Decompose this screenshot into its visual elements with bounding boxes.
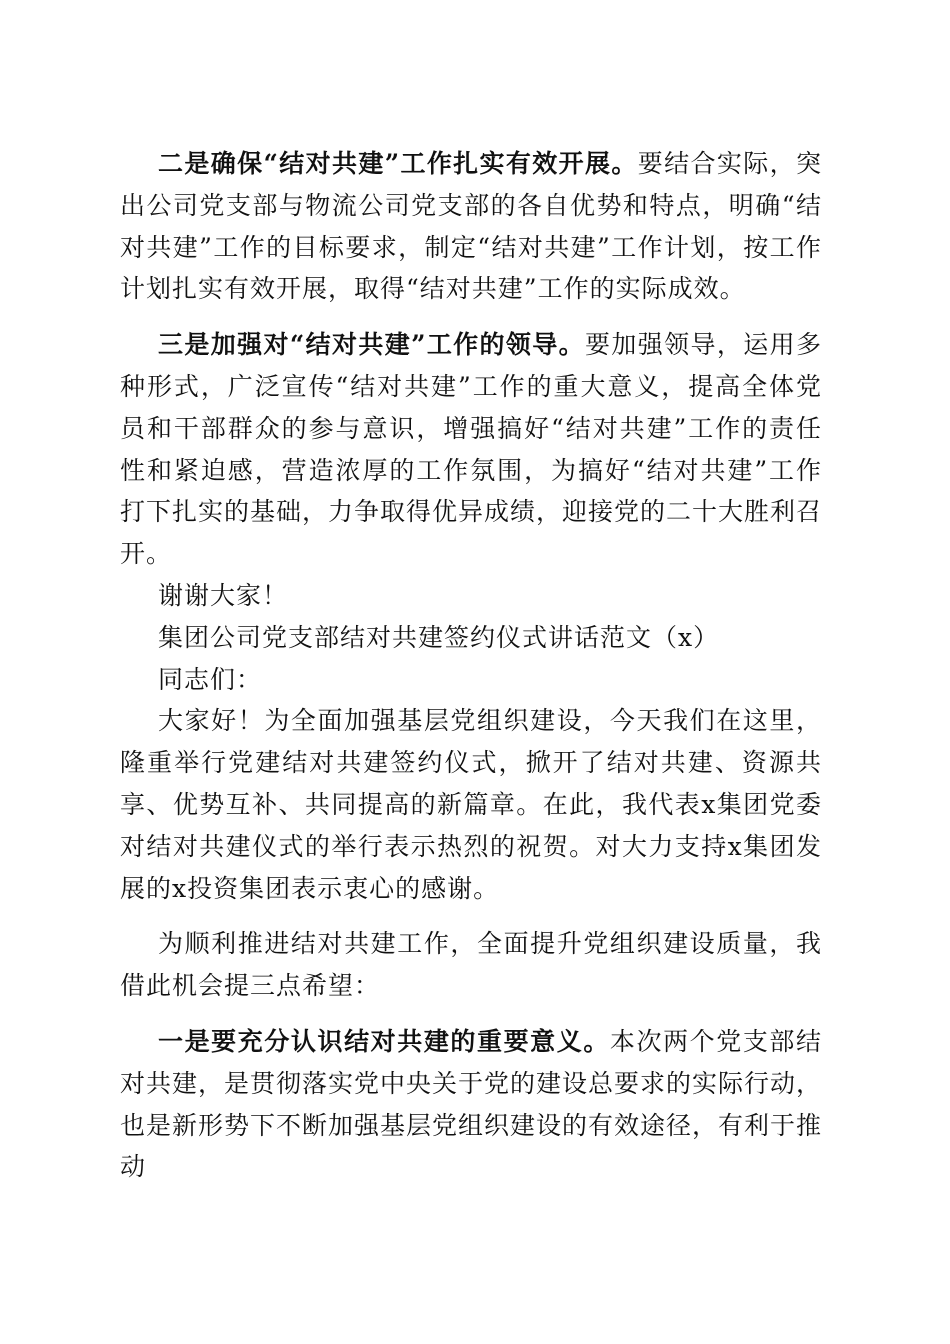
paragraph-body: 要结合实际，突出公司党支部与物流公司党支部的各自优势和特点，明确“结对共建”工作的目标要求，制定“结对共建”工作计划，按工作计划扎实有效开展，取得“结对共建”工作的实际成效。 [120, 149, 822, 304]
paragraph-lead: 三是加强对“结对共建”工作的领导。 [158, 330, 586, 360]
paragraph-body: 为顺利推进结对共建工作，全面提升党组织建设质量，我借此机会提三点希望： [120, 929, 822, 1001]
salutation [120, 659, 822, 701]
paragraph-thanks [120, 575, 822, 617]
paragraph-body: 本次两个党支部结对共建，是贯彻落实党中央关于党的建设总要求的实际行动，也是新形势下不断加强基层党组织建设的有效途径，有利于推动 [120, 1026, 823, 1182]
paragraph-lead: 二是确保“结对共建”工作扎实有效开展。 [158, 149, 638, 178]
section-title-text: 集团公司党支部结对共建签约仪式讲话范文（x） [158, 622, 720, 652]
paragraph-body: 谢谢大家！ [158, 580, 289, 610]
paragraph-greeting [120, 700, 822, 909]
paragraph-body: 要加强领导，运用多种形式，广泛宣传“结对共建”工作的重大意义，提高全体党员和干部群众的参与意识，增强搞好“结对共建”工作的责任性和紧迫感，营造浓厚的工作氛围，为搞好“结对共建”工作打下扎实的基础，力争取得优异成绩，迎接党的二十大胜利召开。 [120, 330, 823, 569]
paragraph-body: 大家好！为全面加强基层党组织建设，今天我们在这里，隆重举行党建结对共建签约仪式，掀开了结对共建、资源共享、优势互补、共同提高的新篇章。在此，我代表x集团党委对结对共建仪式的举行表示热烈的祝贺。对大力支持x集团发展的x投资集团表示衷心的感谢。 [120, 706, 822, 903]
document-page [120, 143, 822, 1188]
paragraph-hopes-intro [120, 923, 822, 1007]
section-title [120, 617, 822, 659]
paragraph-lead: 一是要充分认识结对共建的重要意义。 [158, 1026, 610, 1056]
paragraph-strengthen-leadership [120, 324, 822, 575]
salutation-text: 同志们： [158, 664, 263, 694]
paragraph-ensure-implementation [120, 143, 822, 310]
paragraph-importance [120, 1021, 822, 1188]
